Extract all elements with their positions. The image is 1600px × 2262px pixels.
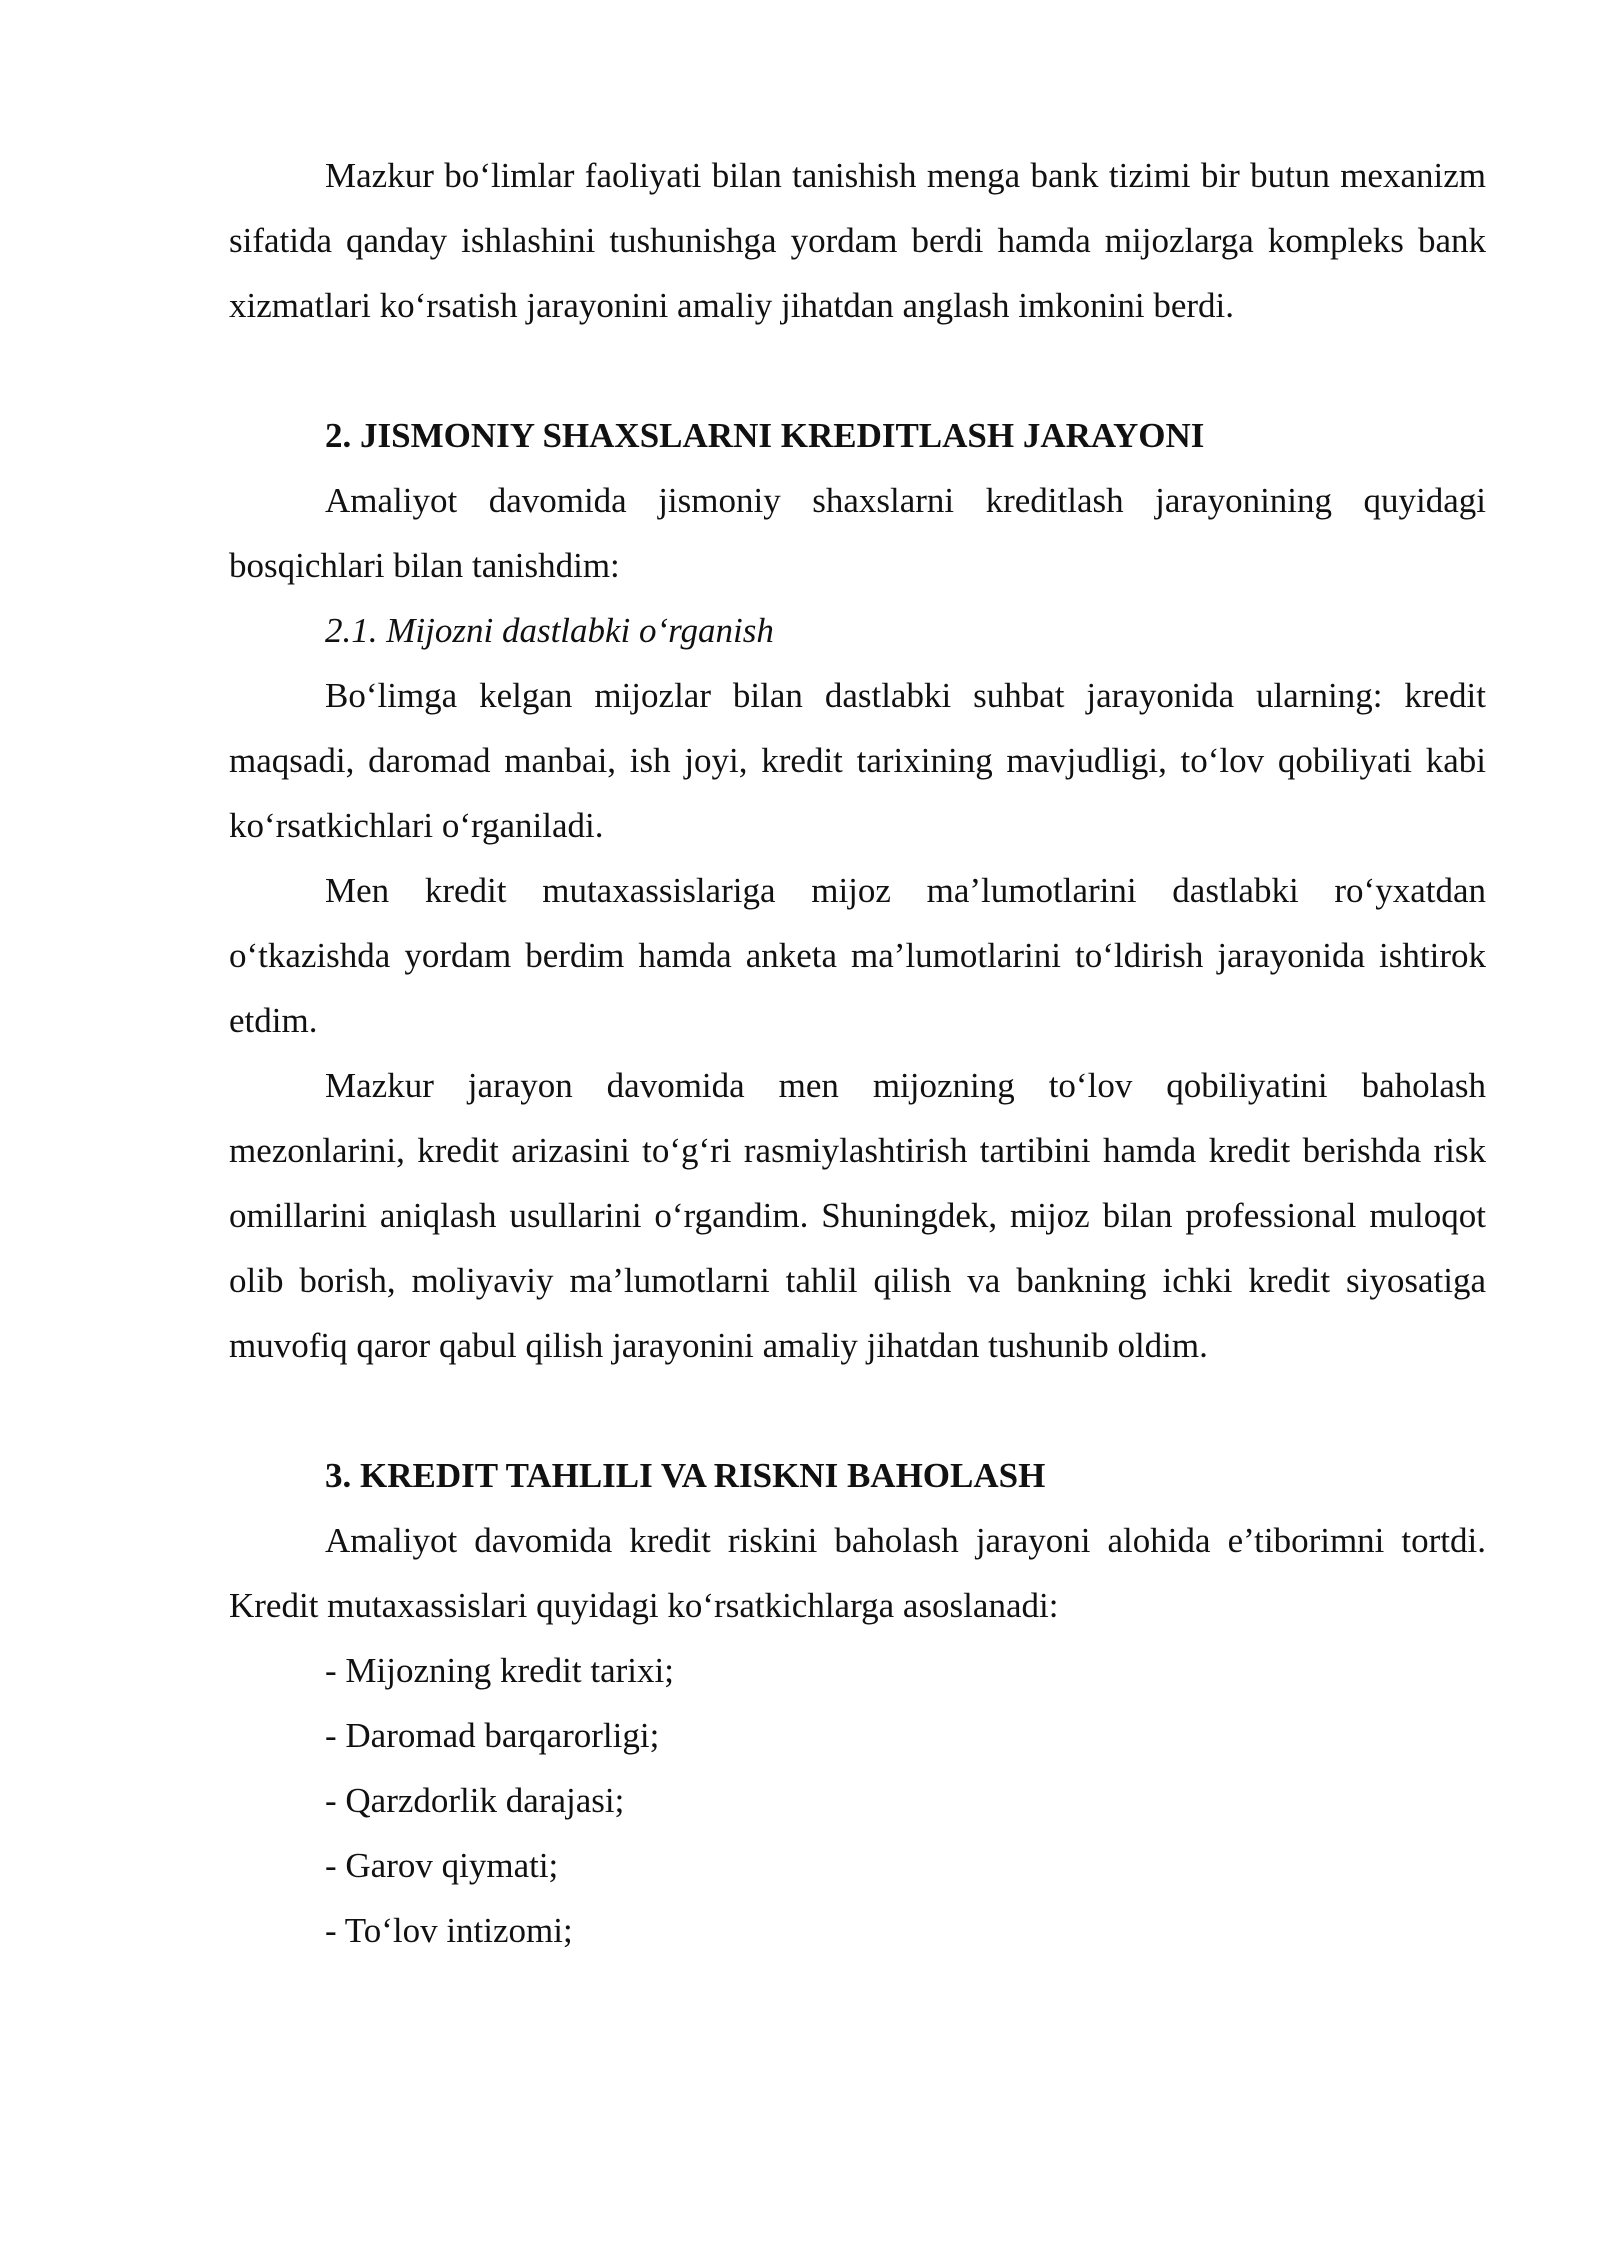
intro-paragraph: Mazkur bo‘limlar faoliyati bilan tanishish menga bank tizimi bir butun mexanizm sifatida qanday ishlashini tushunishga yordam berdi hamda mijozlarga kompleks bank xizmatlari ko‘rsatish jarayonini amaliy jihatdan anglash imkonini berdi. <box>229 156 1486 325</box>
list-item: - To‘lov intizomi; <box>325 1911 573 1950</box>
list-item: - Qarzdorlik darajasi; <box>325 1781 625 1820</box>
section-3-intro: Amaliyot davomida kredit riskini baholash jarayoni alohida e’tiborimni tortdi. Kredit mutaxassislari quyidagi ko‘rsatkichlarga asoslanadi: <box>229 1521 1486 1625</box>
spacer <box>229 1378 1486 1443</box>
section-2-paragraph-3: Mazkur jarayon davomida men mijozning to‘lov qobiliyatini baholash mezonlarini, kredit arizasini to‘g‘ri rasmiylashtirish tartibini hamda kredit berishda risk omillarini aniqlash usullarini o‘rgandim. Shuningdek, mijoz bilan professional muloqot olib borish, moliyaviy ma’lumotlarni tahlil qilish va bankning ichki kredit siyosatiga muvofiq qaror qabul qilish jarayonini amaliy jihatdan tushunib oldim. <box>229 1066 1486 1365</box>
section-2-paragraph-2: Men kredit mutaxassislariga mijoz ma’lumotlarini dastlabki ro‘yxatdan o‘tkazishda yordam berdim hamda anketa ma’lumotlarini to‘ldirish jarayonida ishtirok etdim. <box>229 871 1486 1040</box>
section-2-heading: 2. JISMONIY SHAXSLARNI KREDITLASH JARAYONI <box>325 416 1205 455</box>
list-item: - Mijozning kredit tarixi; <box>325 1651 674 1690</box>
spacer <box>229 338 1486 403</box>
subsection-2-1-heading: 2.1. Mijozni dastlabki o‘rganish <box>325 611 774 650</box>
section-2-paragraph-1: Bo‘limga kelgan mijozlar bilan dastlabki suhbat jarayonida ularning: kredit maqsadi, daromad manbai, ish joyi, kredit tarixining mavjudligi, to‘lov qobiliyati kabi ko‘rsatkichlari o‘rganiladi. <box>229 676 1486 845</box>
risk-indicators-list <box>229 1638 1486 1963</box>
list-item: - Daromad barqarorligi; <box>325 1716 660 1755</box>
page-content <box>229 143 1486 1963</box>
section-2-intro: Amaliyot davomida jismoniy shaxslarni kreditlash jarayonining quyidagi bosqichlari bilan tanishdim: <box>229 481 1486 585</box>
section-3-heading: 3. KREDIT TAHLILI VA RISKNI BAHOLASH <box>325 1456 1046 1495</box>
list-item: - Garov qiymati; <box>325 1846 559 1885</box>
